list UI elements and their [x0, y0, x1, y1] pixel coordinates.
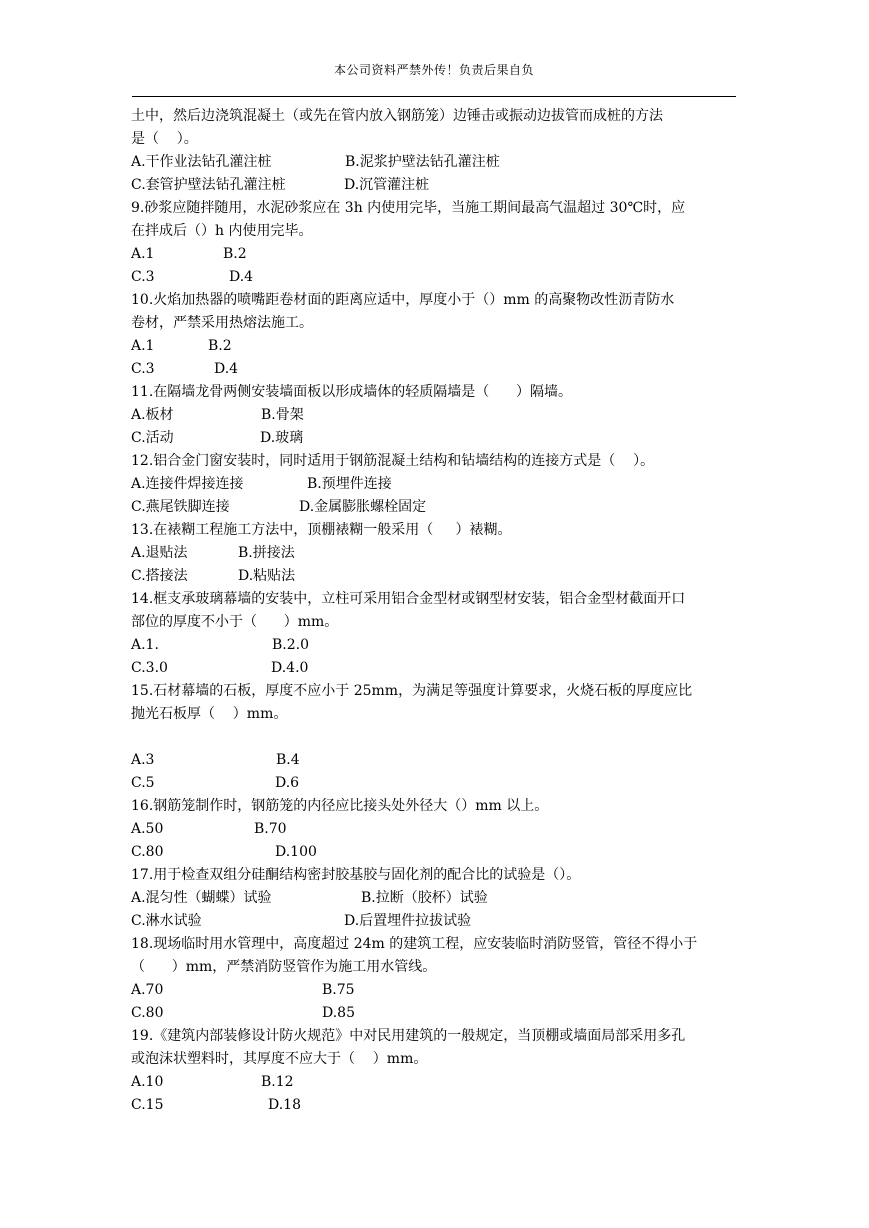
question-17-options-row: [131, 910, 741, 933]
question-19-option-b: B.12: [261, 1074, 294, 1090]
question-18-option-c: C.80: [131, 1005, 164, 1021]
question-9-option-a: A.1: [131, 246, 155, 262]
question-12-option-b: B.预埋件连接: [307, 476, 392, 492]
question-15-text-line: 抛光石板厚（ ）mm。: [131, 706, 288, 722]
question-15-option-c: C.5: [131, 775, 155, 791]
question-18-text-line: 18.现场临时用水管理中，高度超过 24m 的建筑工程，应安装临时消防竖管，管径不得小于: [131, 936, 698, 952]
question-9-option-b: B.2: [223, 246, 247, 262]
blank-line: [131, 726, 741, 749]
question-18-options-row: [131, 1002, 741, 1025]
question-8-option-c: C.套管护壁法钻孔灌注桩: [131, 177, 286, 193]
question-18-text-line: （ ）mm，严禁消防竖管作为施工用水管线。: [131, 959, 437, 975]
question-17-option-c: C.淋水试验: [131, 913, 202, 929]
question-12-text-line: 12.铝合金门窗安装时，同时适用于钢筋混凝土结构和钻墙结构的连接方式是（ ）。: [131, 453, 655, 469]
question-15-text-line: 15.石材幕墙的石板，厚度不应小于 25mm，为满足等强度计算要求，火烧石板的厚度应比: [131, 683, 693, 699]
question-15-options-row: [131, 749, 741, 772]
question-15-option-d: D.6: [275, 775, 300, 791]
question-11-option-b: B.骨架: [261, 407, 304, 423]
question-19-text-line: 或泡沫状塑料时，其厚度不应大于（ ）mm。: [131, 1051, 428, 1067]
question-10-option-a: A.1: [131, 338, 155, 354]
question-13-option-b: B.拼接法: [238, 545, 295, 561]
question-8-option-a: A.干作业法钻孔灌注桩: [131, 154, 272, 170]
question-10-option-b: B.2: [208, 338, 232, 354]
document-body: [131, 105, 741, 1117]
question-11-options-row: [131, 404, 741, 427]
question-10-option-d: D.4: [214, 361, 239, 377]
page-header: 本公司资料严禁外传！负责后果自负: [333, 63, 534, 77]
question-9-option-c: C.3: [131, 269, 155, 285]
question-19-option-c: C.15: [131, 1097, 164, 1113]
header-divider: [132, 96, 736, 97]
question-10-option-c: C.3: [131, 361, 155, 377]
question-13-text-line: 13.在裱糊工程施工方法中，顶棚裱糊一般采用（ ）裱糊。: [131, 522, 512, 538]
question-11-options-row: [131, 427, 741, 450]
question-19-option-d: D.18: [268, 1097, 301, 1113]
question-8-options-row: [131, 151, 741, 174]
question-8-text-line: 土中，然后边浇筑混凝土（或先在管内放入钢筋笼）边锤击或振动边拔管而成桩的方法: [131, 108, 663, 124]
question-16-options-row: [131, 841, 741, 864]
question-18-option-b: B.75: [322, 982, 355, 998]
question-19-options-row: [131, 1071, 741, 1094]
question-14-text-line: 部位的厚度不小于（ ）mm。: [131, 614, 339, 630]
question-14-text-line: 14.框支承玻璃幕墙的安装中，立柱可采用铝合金型材或钢型材安装，铝合金型材截面开口: [131, 591, 686, 607]
question-16-option-a: A.50: [131, 821, 164, 837]
question-15-option-a: A.3: [131, 752, 155, 768]
question-16-option-d: D.100: [275, 844, 317, 860]
question-8-option-b: B.泥浆护壁法钻孔灌注桩: [345, 154, 500, 170]
question-13-option-a: A.退贴法: [131, 545, 188, 561]
question-14-options-row: [131, 657, 741, 680]
question-16-text-line: 16.钢筋笼制作时，钢筋笼的内径应比接头处外径大（）mm 以上。: [131, 798, 549, 814]
question-17-option-a: A.混匀性（蝴蝶）试验: [131, 890, 272, 906]
question-18-options-row: [131, 979, 741, 1002]
question-14-option-d: D.4.0: [271, 660, 309, 676]
question-13-options-row: [131, 542, 741, 565]
question-14-options-row: [131, 634, 741, 657]
question-10-text-line: 卷材，严禁采用热熔法施工。: [131, 315, 313, 331]
question-14-option-a: A.1.: [131, 637, 159, 653]
question-15-option-b: B.4: [276, 752, 300, 768]
question-18-option-d: D.85: [322, 1005, 355, 1021]
question-9-option-d: D.4: [229, 269, 254, 285]
question-10-text-line: 10.火焰加热器的喷嘴距卷材面的距离应适中，厚度小于（）mm 的高聚物改性沥青防水: [131, 292, 675, 308]
question-8-options-row: [131, 174, 741, 197]
question-17-option-b: B.拉断（胶杯）试验: [361, 890, 488, 906]
question-9-options-row: [131, 266, 741, 289]
question-13-options-row: [131, 565, 741, 588]
question-18-option-a: A.70: [131, 982, 164, 998]
question-10-options-row: [131, 335, 741, 358]
question-19-option-a: A.10: [131, 1074, 164, 1090]
question-11-text-line: 11.在隔墙龙骨两侧安装墙面板以形成墙体的轻质隔墙是（ ）隔墙。: [131, 384, 572, 400]
question-9-text-line: 在拌成后（）h 内使用完毕。: [131, 223, 313, 239]
question-19-text-line: 19.《建筑内部装修设计防火规范》中对民用建筑的一般规定，当顶棚或墙面局部采用多孔: [131, 1028, 686, 1044]
question-11-option-a: A.板材: [131, 407, 174, 423]
question-12-option-d: D.金属膨胀螺栓固定: [299, 499, 427, 515]
question-16-option-c: C.80: [131, 844, 164, 860]
question-8-text-line: 是（ ）。: [131, 131, 198, 147]
question-17-options-row: [131, 887, 741, 910]
question-14-option-b: B.2.0: [272, 637, 310, 653]
question-16-option-b: B.70: [254, 821, 287, 837]
question-9-options-row: [131, 243, 741, 266]
question-12-option-a: A.连接件焊接连接: [131, 476, 244, 492]
question-17-option-d: D.后置埋件拉拔试验: [344, 913, 472, 929]
question-9-text-line: 9.砂浆应随拌随用，水泥砂浆应在 3h 内使用完毕，当施工期间最高气温超过 30℃时，应: [131, 200, 686, 216]
question-16-options-row: [131, 818, 741, 841]
question-14-option-c: C.3.0: [131, 660, 168, 676]
question-13-option-d: D.粘贴法: [238, 568, 296, 584]
question-12-option-c: C.燕尾铁脚连接: [131, 499, 230, 515]
question-11-option-d: D.玻璃: [260, 430, 304, 446]
question-19-options-row: [131, 1094, 741, 1117]
question-17-text-line: 17.用于检查双组分硅酮结构密封胶基胶与固化剂的配合比的试验是（）。: [131, 867, 581, 883]
question-13-option-c: C.搭接法: [131, 568, 188, 584]
question-12-options-row: [131, 473, 741, 496]
question-15-options-row: [131, 772, 741, 795]
question-8-option-d: D.沉管灌注桩: [344, 177, 430, 193]
question-10-options-row: [131, 358, 741, 381]
question-11-option-c: C.活动: [131, 430, 174, 446]
question-12-options-row: [131, 496, 741, 519]
